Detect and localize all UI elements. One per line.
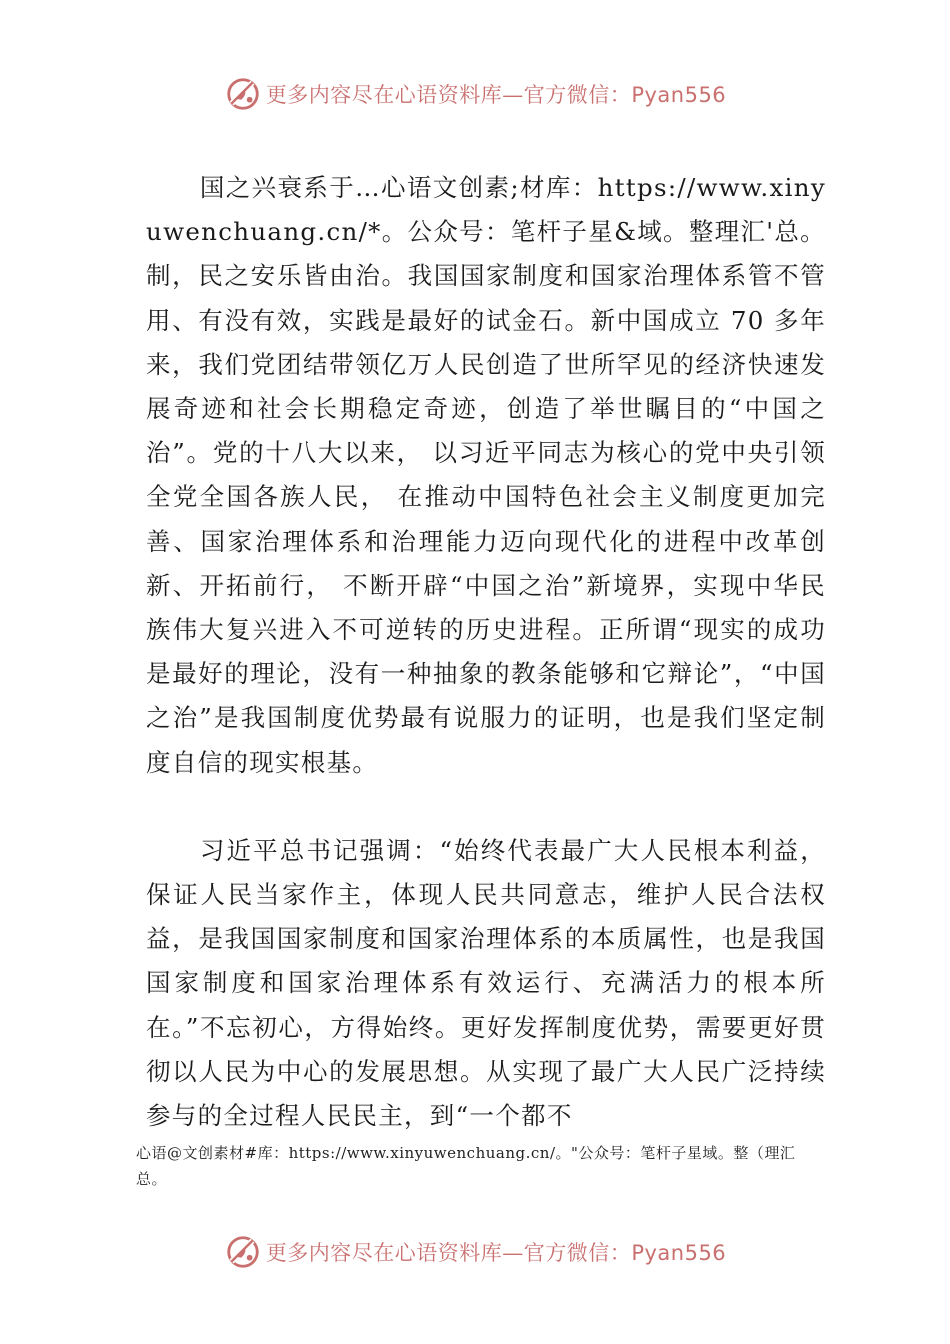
header-banner-text: 更多内容尽在心语资料库—官方微信：Pyan556	[265, 83, 727, 107]
document-body	[146, 166, 826, 1138]
header-banner	[0, 72, 950, 116]
brand-logo-icon	[224, 1233, 262, 1271]
paragraph-1: 国之兴衰系于…心语文创素;材库：https://www.xinyuwenchuang.cn/*。公众号：笔杆子星&域。整理汇'总。制，民之安乐皆由治。我国国家制度和国家治理体系管不管用、有没有效，实践是最好的试金石。新中国成立 70 多年来，我们党团结带领亿万人民创造了世所罕见的经济快速发展奇迹和社会长期稳定奇迹，创造了举世瞩目的“中国之治”。党的十八大以来， 以习近平同志为核心的党中央引领全党全国各族人民， 在推动中国特色社会主义制度更加完善、国家治理体系和治理能力迈向现代化的进程中改革创新、开拓前行， 不断开辟“中国之治”新境界，实现中华民族伟大复兴进入不可逆转的历史进程。正所谓“现实的成功是最好的理论，没有一种抽象的教条能够和它辩论”，“中国之治”是我国制度优势最有说服力的证明，也是我们坚定制度自信的现实根基。	[146, 173, 826, 777]
paragraph-2: 习近平总书记强调：“始终代表最广大人民根本利益，保证人民当家作主，体现人民共同意志，维护人民合法权益，是我国国家制度和国家治理体系的本质属性，也是我国国家制度和国家治理体系有效运行、充满活力的根本所在。”不忘初心，方得始终。更好发挥制度优势，需要更好贯彻以人民为中心的发展思想。从实现了最广大人民广泛持续参与的全过程人民民主，到“一个都不	[146, 835, 826, 1131]
footer-note: 心语@文创素材#库：https://www.xinyuwenchuang.cn/。"公众号：笔杆子星域。整（理汇总。	[136, 1144, 796, 1188]
brand-logo-icon	[224, 75, 262, 113]
footer-banner-text: 更多内容尽在心语资料库—官方微信：Pyan556	[265, 1241, 727, 1265]
footer-banner	[0, 1230, 950, 1274]
